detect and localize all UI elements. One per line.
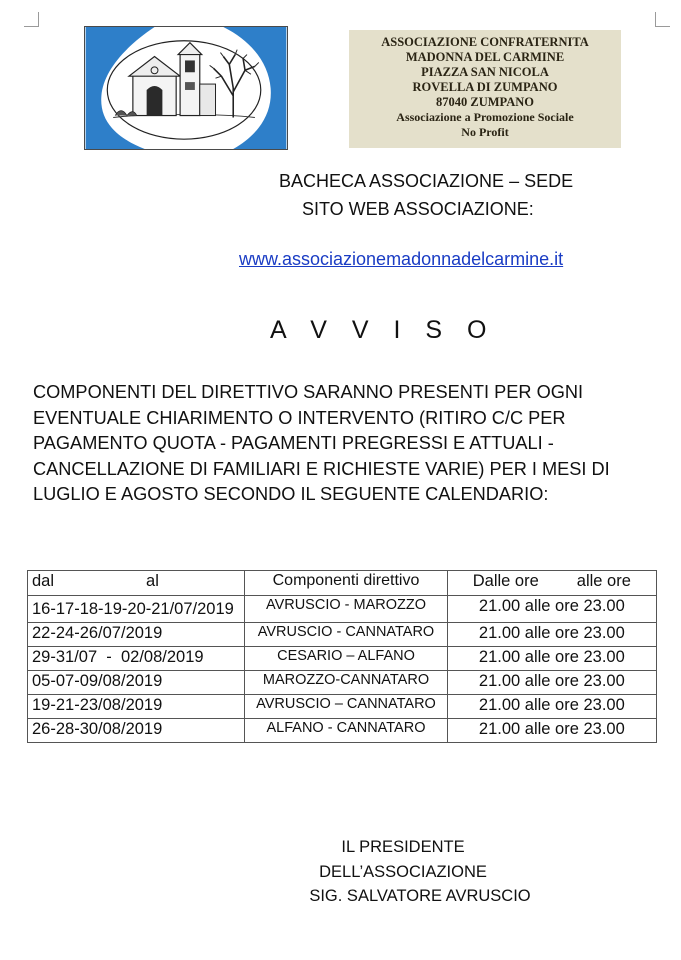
header-dal: dal xyxy=(32,572,55,590)
table-row xyxy=(28,695,657,719)
row-time: 21.00 alle ore 23.00 xyxy=(447,623,656,647)
assoc-line-square: PIAZZA SAN NICOLA xyxy=(421,65,549,79)
association-logo xyxy=(84,26,288,150)
assoc-line-locality: ROVELLA DI ZUMPANO xyxy=(412,80,558,94)
table-row xyxy=(28,671,657,695)
website-link[interactable]: www.associazionemadonnadelcarmine.it xyxy=(239,249,564,269)
schedule-header-row xyxy=(28,571,657,596)
assoc-line-type: Associazione a Promozione Sociale xyxy=(396,110,574,124)
assoc-line-name: ASSOCIAZIONE CONFRATERNITA xyxy=(381,35,589,49)
row-time: 21.00 alle ore 23.00 xyxy=(447,719,656,743)
table-row xyxy=(28,596,657,623)
row-members: AVRUSCIO - CANNATARO xyxy=(245,623,447,647)
table-row xyxy=(28,719,657,743)
row-time: 21.00 alle ore 23.00 xyxy=(447,647,656,671)
header-date-range xyxy=(28,571,245,596)
row-date: 05-07-09/08/2019 xyxy=(28,671,245,695)
table-row xyxy=(28,647,657,671)
row-date: 29-31/07 - 02/08/2019 xyxy=(28,647,245,671)
signature-title: IL PRESIDENTE xyxy=(341,838,465,856)
page-corner-mark-right xyxy=(655,12,670,27)
signature-name: SIG. SALVATORE AVRUSCIO xyxy=(309,887,531,905)
row-members: CESARIO – ALFANO xyxy=(245,647,447,671)
header-members: Componenti direttivo xyxy=(245,571,447,596)
header-al: al xyxy=(146,572,159,590)
row-members: ALFANO - CANNATARO xyxy=(245,719,447,743)
row-members: AVRUSCIO – CANNATARO xyxy=(245,695,447,719)
header-website-label: SITO WEB ASSOCIAZIONE: xyxy=(302,199,534,219)
row-members: AVRUSCIO - MAROZZO xyxy=(245,596,447,623)
row-time: 21.00 alle ore 23.00 xyxy=(447,596,656,623)
row-date: 16-17-18-19-20-21/07/2019 xyxy=(28,596,245,623)
row-time: 21.00 alle ore 23.00 xyxy=(447,671,656,695)
schedule-table xyxy=(27,570,657,743)
page-corner-mark-left xyxy=(24,12,39,27)
row-date: 19-21-23/08/2019 xyxy=(28,695,245,719)
header-alle-ore: alle ore xyxy=(576,572,631,590)
assoc-line-subname: MADONNA DEL CARMINE xyxy=(405,50,565,64)
church-and-tree-logo-icon xyxy=(85,27,287,149)
assoc-line-postcode: 87040 ZUMPANO xyxy=(435,95,535,109)
row-date: 26-28-30/08/2019 xyxy=(28,719,245,743)
assoc-line-nonprofit: No Profit xyxy=(461,125,509,139)
notice-body: COMPONENTI DEL DIRETTIVO SARANNO PRESENTI PER OGNI EVENTUALE CHIARIMENTO O INTERVENTO (RITIRO C/C PER PAGAMENTO QUOTA - PAGAMENTI PREGRESSI E ATTUALI - CANCELLAZIONE DI FAMILIARI E RICHIESTE VARIE) PER I MESI DI LUGLIO E AGOSTO SECONDO IL SEGUENTE CALENDARIO: xyxy=(33,382,610,504)
row-time: 21.00 alle ore 23.00 xyxy=(447,695,656,719)
notice-title: A V V I S O xyxy=(270,316,496,344)
header-time xyxy=(447,571,656,596)
header-dalle-ore: Dalle ore xyxy=(472,572,539,590)
row-date: 22-24-26/07/2019 xyxy=(28,623,245,647)
row-members: MAROZZO-CANNATARO xyxy=(245,671,447,695)
table-row xyxy=(28,623,657,647)
association-info-box xyxy=(349,30,621,148)
header-board-line: BACHECA ASSOCIAZIONE – SEDE xyxy=(279,171,574,191)
signature-organization: DELL’ASSOCIAZIONE xyxy=(319,863,487,881)
